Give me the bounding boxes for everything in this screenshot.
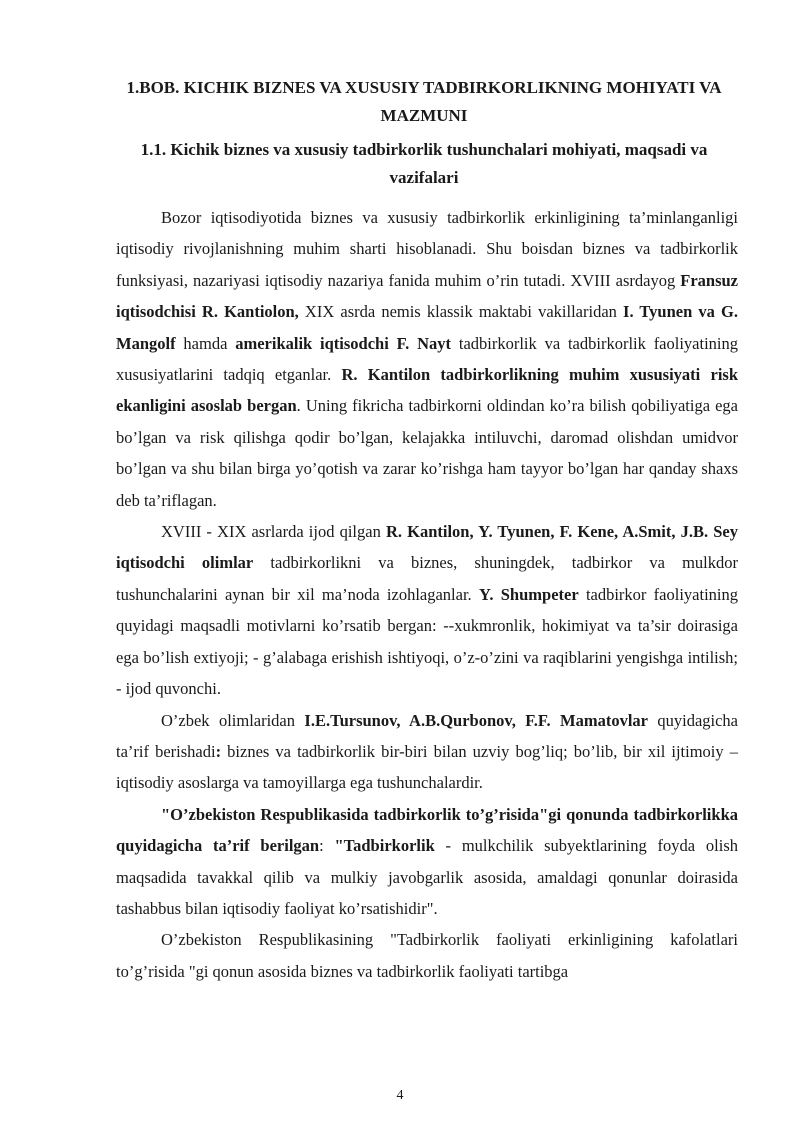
page-number: 4 [396, 1088, 404, 1103]
paragraph [116, 799, 738, 925]
text-run: hamda [175, 333, 236, 353]
text-run: biznes va tadbirkorlik bir-biri bilan uzviy bog’liq; bo’lib, bir xil ijtimoiy – iqtisodiy asoslarga va tamoyillarga ega tushunchalardir. [116, 741, 738, 793]
text-run: - mulkchilik subyektlarining foyda olish maqsadida tavakkal qilib va mulkiy javobgarlik asosida, amaldagi qonunlar doirasida tashabbus bilan iqtisodiy faoliyat ko’rsatishidir". [116, 836, 739, 918]
text-run: tadbirkor faoliyatining quyidagi maqsadli motivlarni ko’rsatib bergan: --xukmronlik, hokimiyat va ta’sir doirasiga ega bo’lish extiyoji; - g’alabaga erishish ishtiyoqi, o’z-o’zini va raqiblarini yengishga intilish; - ijod quvonchi. [116, 584, 738, 699]
text-run: tadbirkorlik va tadbirkorlik faoliyatining xususiyatlarini tadqiq etganlar. [116, 333, 739, 385]
text-run: XVIII - XIX asrlarda ijod qilgan [161, 522, 386, 542]
paragraph [116, 516, 738, 704]
section-title: 1.1. Kichik biznes va xususiy tadbirkorlik tushunchalari mohiyati, maqsadi va vazifalari [140, 140, 708, 187]
bold-text: I.E.Tursunov, A.B.Qurbonov, F.F. Mamatovlar [304, 710, 648, 730]
text-run: O’zbekiston Respublikasining "Tadbirkorlik faoliyati erkinligining kafolatlari to’g’risida "gi qonun asosida biznes va tadbirkorlik faoliyati tartibga [116, 930, 738, 981]
text-run: . Uning fikricha tadbirkorni oldindan ko’ra bilish qobiliyatiga ega bo’lgan va risk qilishga qodir bo’lgan, kelajakka intiluvchi, daromad olishdan umidvor bo’lgan va shu bilan birga yo’qotish va zarar ko’rishga ham tayyor bo’lgan har qanday shaxs deb ta’riflagan. [116, 396, 738, 510]
bold-text: : [215, 741, 222, 761]
text-run: O’zbek olimlaridan [161, 710, 305, 730]
text-run: quyidagicha ta’rif berishadi [116, 710, 739, 761]
bold-text: R. Kantilon tadbirkorlikning muhim xususiyati risk ekanligini asoslab bergan [116, 365, 738, 416]
bold-text: Y. Shumpeter [478, 584, 579, 604]
bold-text: Fransuz iqtisodchisi R. Kantiolon, [116, 270, 738, 322]
text-run: tadbirkorlikni va biznes, shuningdek, tadbirkor va mulkdor tushunchalarini aynan bir xil ma’noda izohlaganlar. [116, 553, 739, 604]
text-run: : [319, 836, 335, 856]
paragraph [116, 202, 738, 516]
text-run: XIX asrda nemis klassik maktabi vakillaridan [298, 302, 624, 322]
bold-text: amerikalik iqtisodchi F. Nayt [235, 333, 452, 353]
paragraph [116, 924, 738, 987]
body-text [116, 202, 738, 987]
text-run: Bozor iqtisodiyotida biznes va xususiy tadbirkorlik erkinligining ta’minlanganligi iqtisodiy rivojlanishning muhim sharti hisoblanadi. Shu boisdan biznes va tadbirkorlik funksiyasi, nazariyasi iqtisodiy nazariya fanida muhim o’rin tutadi. XVIII asrdayog [116, 208, 738, 290]
bold-text: I. Tyunen va G. Mangolf [116, 302, 739, 353]
bold-text: "Tadbirkorlik [334, 836, 435, 856]
chapter-title: 1.BOB. KICHIK BIZNES VA XUSUSIY TADBIRKORLIKNING MOHIYATI VA MAZMUNI [126, 78, 722, 125]
bold-text: R. Kantilon, Y. Tyunen, F. Kene, A.Smit, J.B. Sey iqtisodchi olimlar [116, 522, 738, 573]
paragraph [116, 705, 738, 799]
bold-text: "O’zbekiston Respublikasida tadbirkorlik to’g’risida"gi qonunda tadbirkorlikka quyidagicha ta’rif berilgan [116, 804, 738, 856]
